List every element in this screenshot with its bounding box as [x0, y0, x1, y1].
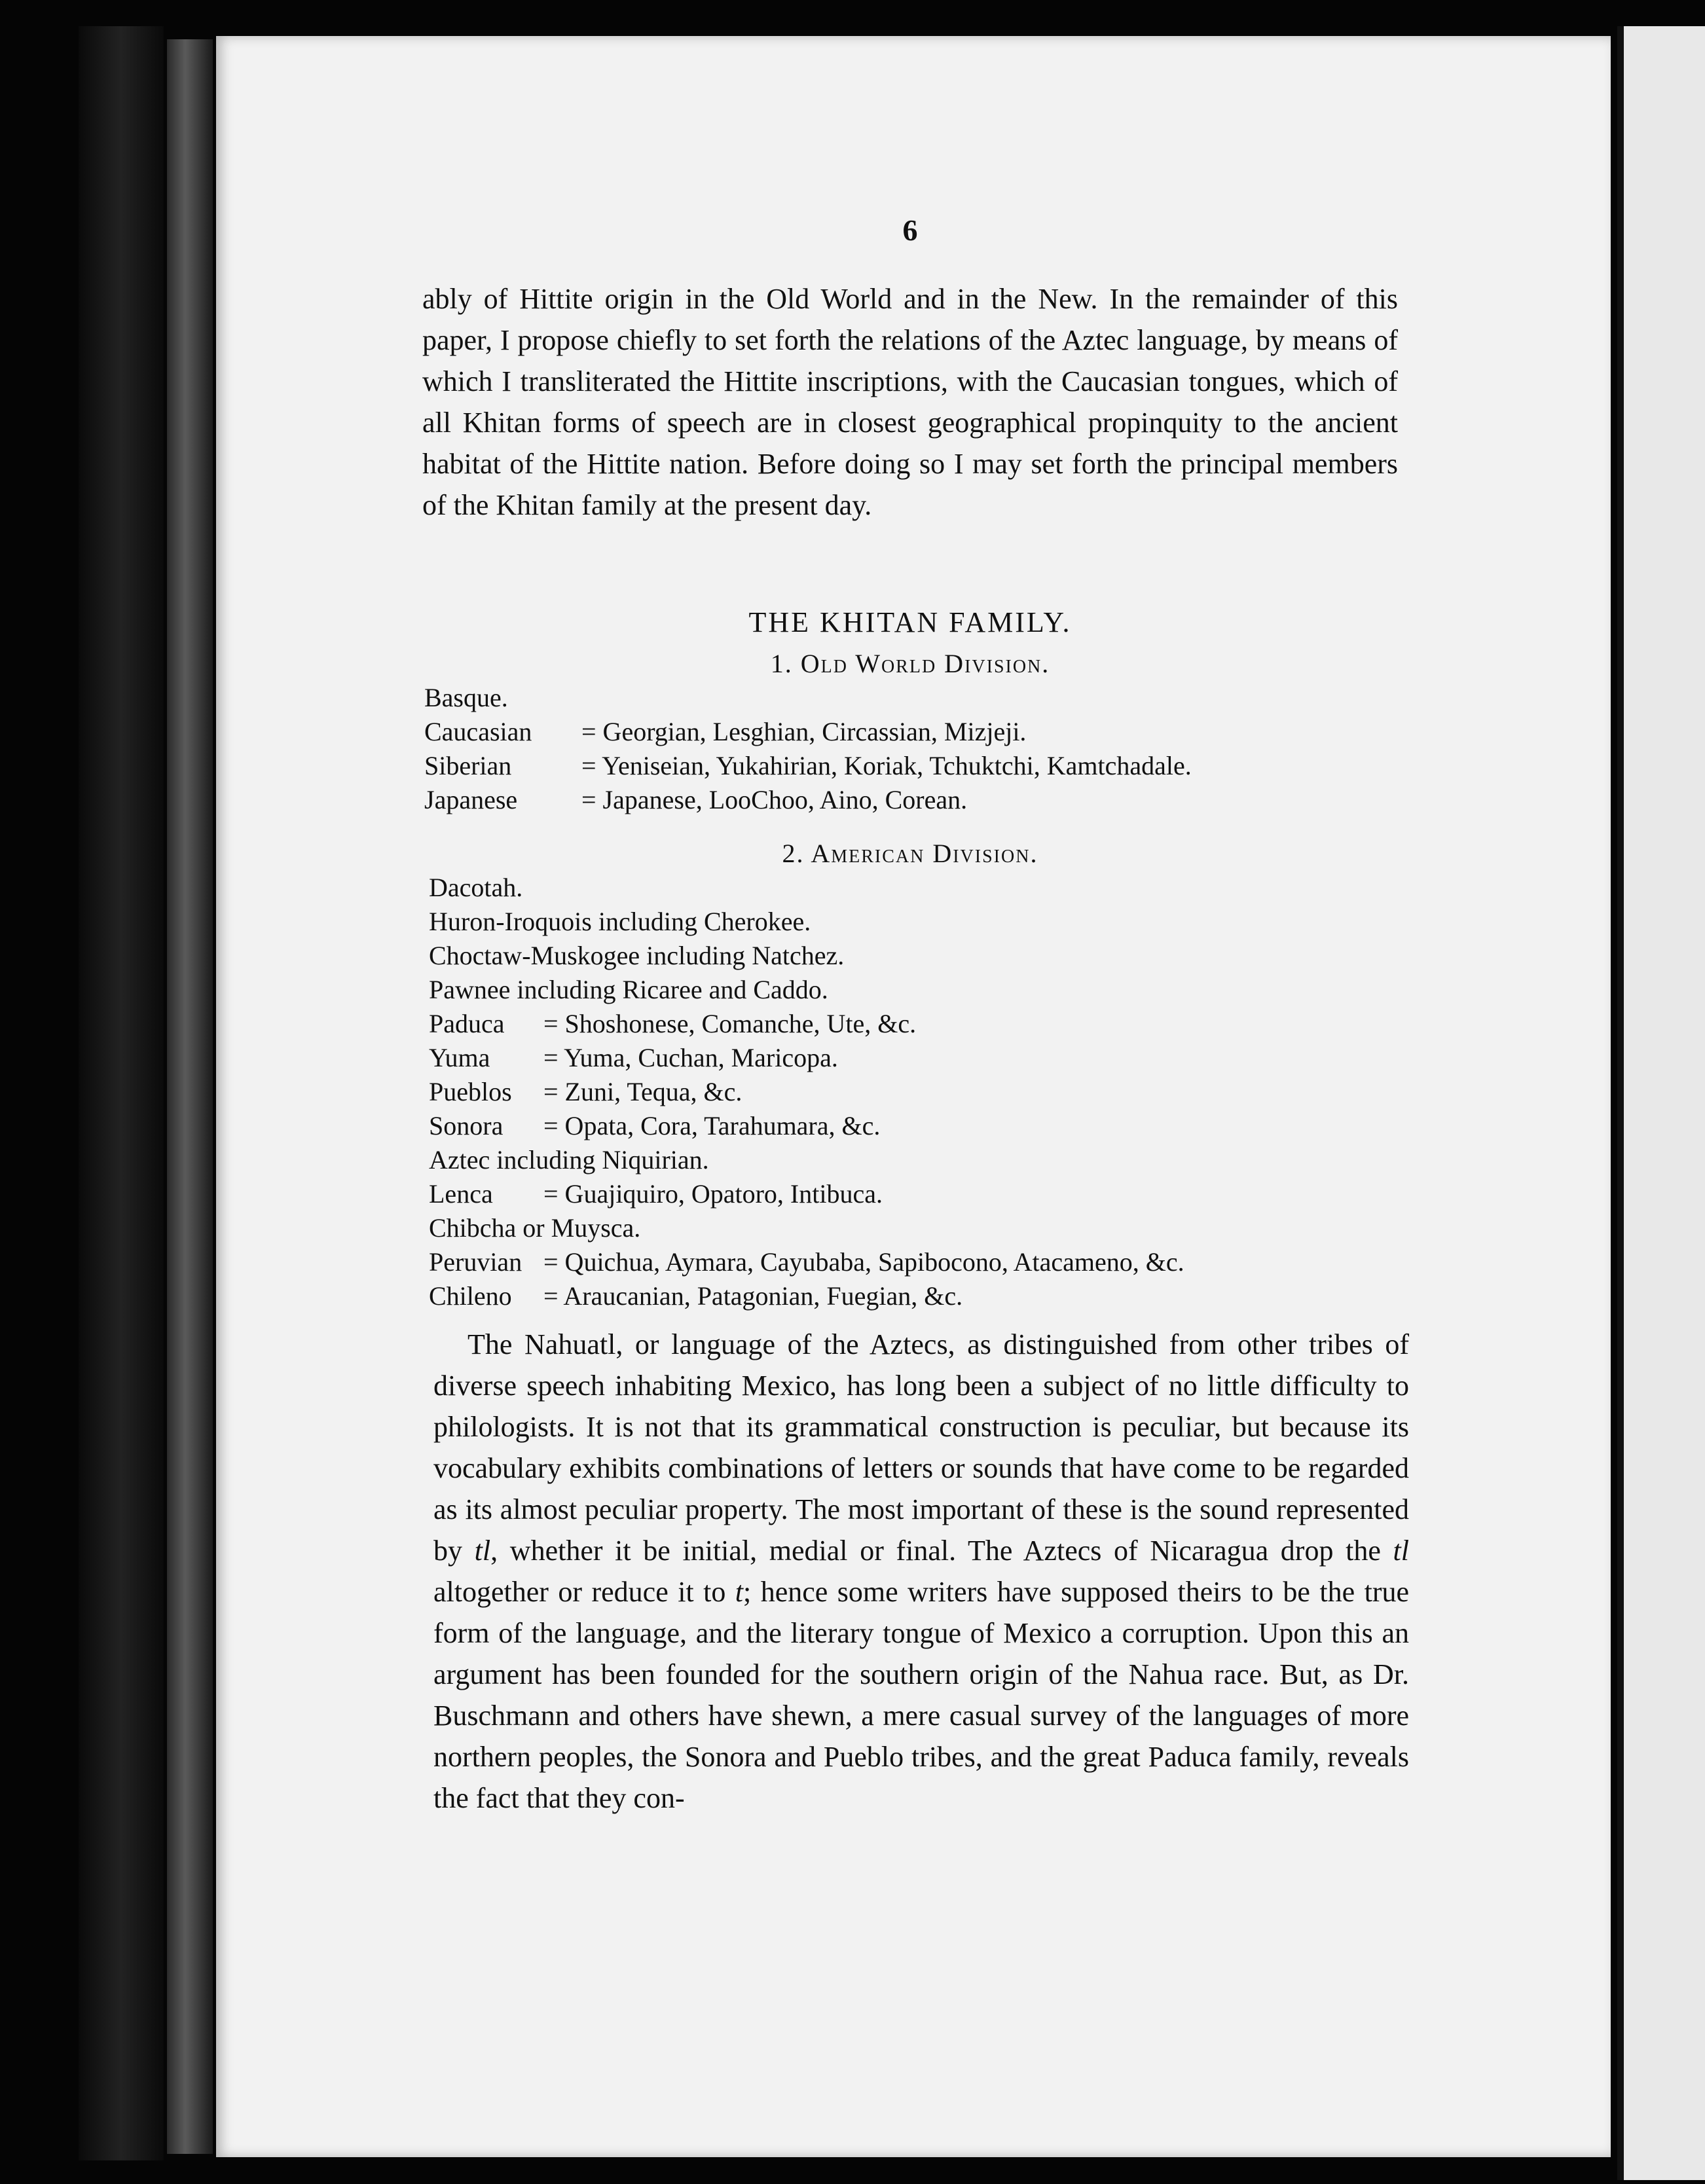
paragraph-nahuatl: The Nahuatl, or language of the Aztecs, as distinguished from other tribes of diverse speech inhabiting Mexico, has long been a subject of no little difficulty to philologists. It is not that its grammatical construction is peculiar, but because its vocabulary exhibits combinations of letters or sounds that have come to be regarded as its almost peculiar property. The most important of these is the sound represented by tl, whether it be initial, medial or final. The Aztecs of Nicaragua drop the tl altogether or reduce it to t; hence some writers have supposed theirs to be the true form of the language, and the literary tongue of Mexico a corruption. Upon this an argument has been founded for the southern origin of the Nahua race. But, as Dr. Buschmann and others have shewn, a mere casual survey of the languages of more northern peoples, the Sonora and Pueblo tribes, and the great Paduca family, reveals the fact that they con- [433, 1328, 1410, 1814]
list-item: Huron-Iroquois including Cherokee. [429, 907, 811, 936]
list-item: Japanese = Japanese, LooChoo, Aino, Corean. [424, 785, 968, 814]
section-heading: THE KHITAN FAMILY. [748, 606, 1072, 638]
list-item: Dacotah. [429, 873, 523, 902]
next-page-edge [1617, 26, 1705, 2180]
list-item: Caucasian = Georgian, Lesghian, Circassian, Mizjeji. [424, 717, 1027, 746]
old-world-list [424, 681, 1406, 817]
division-heading-old-world: 1. Old World Division. [770, 649, 1050, 678]
list-item: Aztec including Niquirian. [429, 1145, 709, 1174]
book-cover-edge [79, 26, 164, 2160]
list-item: Peruvian = Quichua, Aymara, Cayubaba, Sapibocono, Atacameno, &c. [429, 1247, 1184, 1277]
list-item: Lenca = Guajiquiro, Opatoro, Intibuca. [429, 1179, 883, 1209]
list-item: Pawnee including Ricaree and Caddo. [429, 975, 828, 1004]
list-item: Chileno = Araucanian, Patagonian, Fuegian, &c. [429, 1281, 963, 1311]
division-heading-american: 2. American Division. [782, 839, 1038, 868]
list-item: Siberian = Yeniseian, Yukahirian, Koriak, Tchuktchi, Kamtchadale. [424, 751, 1192, 780]
list-item: Basque. [424, 683, 508, 712]
list-item: Pueblos = Zuni, Tequa, &c. [429, 1077, 742, 1106]
page-number: 6 [902, 213, 918, 247]
list-item: Chibcha or Muysca. [429, 1213, 641, 1243]
american-list [429, 871, 1411, 1313]
list-item: Choctaw-Muskogee including Natchez. [429, 941, 845, 970]
list-item: Yuma = Yuma, Cuchan, Maricopa. [429, 1043, 838, 1072]
page-stack-edge [167, 39, 213, 2154]
list-item: Paduca = Shoshonese, Comanche, Ute, &c. [429, 1009, 917, 1038]
paragraph-intro: ably of Hittite origin in the Old World and in the New. In the remainder of this paper, I propose chiefly to set forth the relations of the Aztec language, by means of which I transliterated the Hittite inscriptions, with the Caucasian tongues, which of all Khitan forms of speech are in closest geographical propinquity to the ancient habitat of the Hittite nation. Before doing so I may set forth the principal members of the Khitan family at the present day. [422, 283, 1398, 521]
list-item: Sonora = Opata, Cora, Tarahumara, &c. [429, 1111, 881, 1140]
